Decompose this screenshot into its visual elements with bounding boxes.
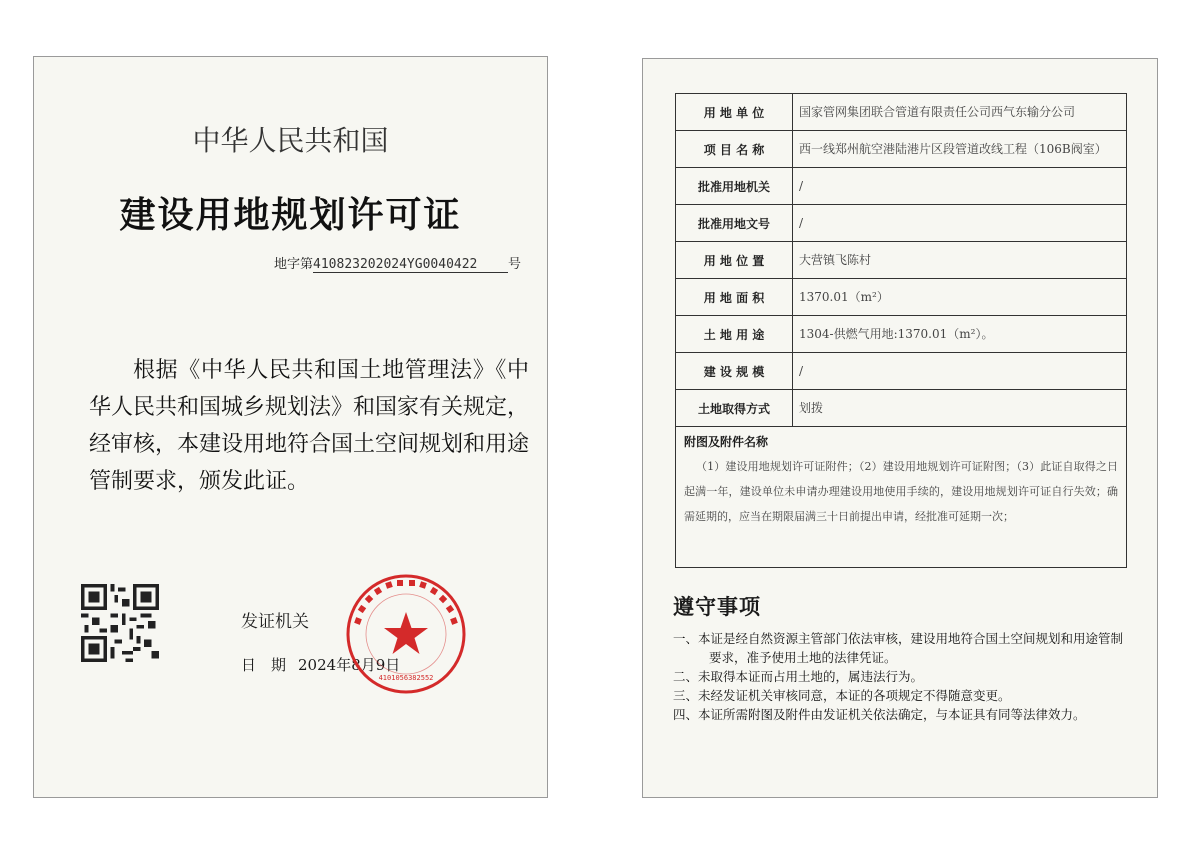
issue-date-value: 2024年8月9日 (298, 656, 401, 674)
info-row-label: 土 地 用 途 (676, 316, 793, 353)
certificate-details-page (642, 58, 1158, 798)
notice-list (673, 629, 1133, 724)
info-row-label: 批准用地机关 (676, 168, 793, 205)
notice-item: 一、本证是经自然资源主管部门依法审核，建设用地符合国土空间规划和用途管制要求，准予使用土地的法律凭证。 (673, 631, 1124, 665)
info-row-label: 土地取得方式 (676, 390, 793, 427)
info-row-value: / (793, 168, 1127, 205)
info-row-value: 西一线郑州航空港陆港片区段管道改线工程（106B阀室） (793, 131, 1127, 168)
attachments-row (676, 427, 1127, 568)
number-prefix: 地字第 (274, 257, 314, 272)
info-row-label: 建 设 规 模 (676, 353, 793, 390)
seal-code: 4101056382552 (378, 674, 434, 682)
notice-title: 遵守事项 (673, 595, 761, 619)
qr-code-icon (81, 584, 159, 662)
info-row (676, 168, 1127, 205)
certificate-cover-page (33, 56, 548, 798)
info-row (676, 390, 1127, 427)
notice-item: 四、本证所需附图及附件由发证机关依法确定，与本证具有同等法律效力。 (673, 707, 1086, 722)
info-row-label: 项 目 名 称 (676, 131, 793, 168)
info-row-value: 国家管网集团联合管道有限责任公司西气东输分公司 (793, 94, 1127, 131)
info-row (676, 242, 1127, 279)
land-info-table (675, 93, 1127, 568)
info-row (676, 205, 1127, 242)
info-row (676, 316, 1127, 353)
official-seal-icon (344, 572, 468, 696)
info-row-label: 用 地 位 置 (676, 242, 793, 279)
certificate-number: 410823202024YG0040422 (313, 257, 508, 273)
info-row-label: 用 地 单 位 (676, 94, 793, 131)
info-row (676, 131, 1127, 168)
attachments-title: 附图及附件名称 (684, 435, 769, 449)
info-row (676, 353, 1127, 390)
issue-date-label: 日 期 (241, 656, 287, 674)
issuing-authority-label: 发证机关 (241, 612, 309, 632)
notice-item: 二、未取得本证而占用土地的，属违法行为。 (673, 669, 924, 684)
attachments-text: （1）建设用地规划许可证附件；（2）建设用地规划许可证附图；（3）此证自取得之日起满一年，建设单位未申请办理建设用地使用手续的，建设用地规划许可证自行失效；确需延期的，应当在期限届满三十日前提出申请，经批准可延期一次； (684, 460, 1118, 523)
info-row-value: / (793, 205, 1127, 242)
notice-item: 三、未经发证机关审核同意，本证的各项规定不得随意变更。 (673, 688, 1011, 703)
info-row-value: 1304-供燃气用地:1370.01（m²）。 (793, 316, 1127, 353)
info-row-value: 1370.01（m²） (793, 279, 1127, 316)
number-suffix: 号 (508, 257, 522, 272)
info-row-label: 批准用地文号 (676, 205, 793, 242)
certificate-number-line (274, 253, 521, 273)
info-row-value: 划拨 (793, 390, 1127, 427)
info-row (676, 279, 1127, 316)
info-row-value: / (793, 353, 1127, 390)
certificate-body-text: 根据《中华人民共和国土地管理法》《中华人民共和国城乡规划法》和国家有关规定，经审核，本建设用地符合国土空间规划和用途管制要求，颁发此证。 (89, 358, 530, 494)
document-title: 建设用地规划许可证 (119, 194, 462, 236)
country-name: 中华人民共和国 (192, 124, 389, 157)
info-row (676, 94, 1127, 131)
attachments-cell (676, 427, 1127, 568)
info-row-label: 用 地 面 积 (676, 279, 793, 316)
info-row-value: 大营镇飞陈村 (793, 242, 1127, 279)
